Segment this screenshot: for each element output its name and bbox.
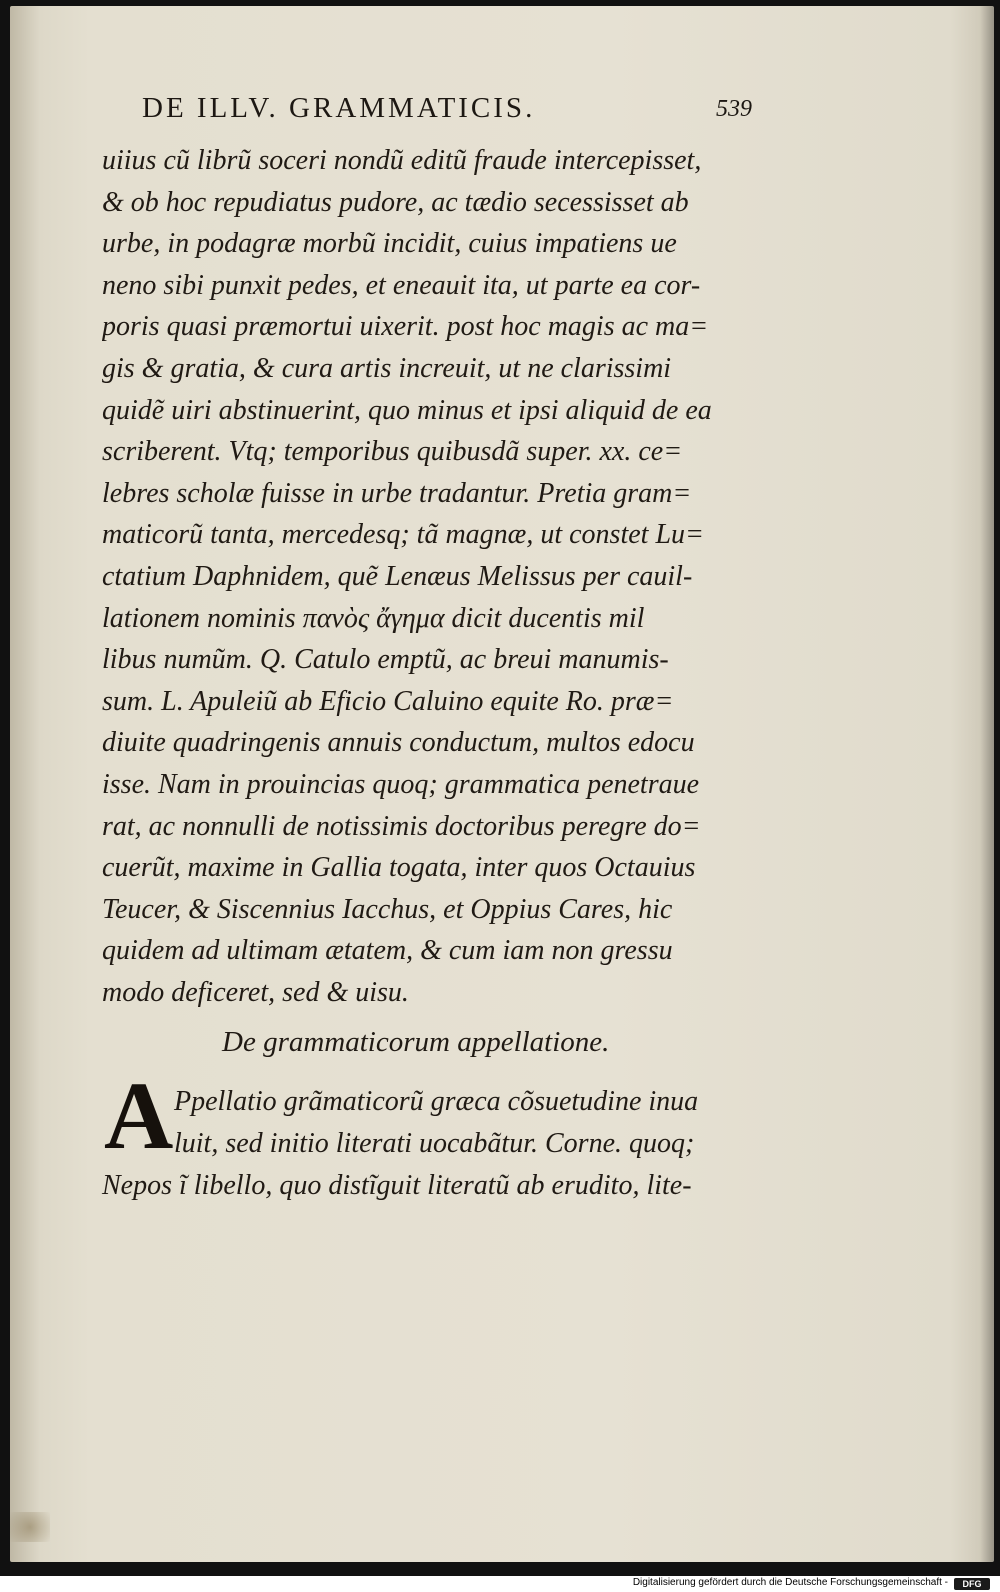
section-paragraph — [102, 1062, 752, 1218]
text-line: luit, sed initio literati uocabãtur. Corne. quoq; — [174, 1128, 695, 1159]
drop-cap-initial: A — [104, 1062, 174, 1169]
text-line: maticorũ tanta, mercedesq; tã magnæ, ut constet Lu= — [102, 519, 704, 551]
page-stain — [10, 1512, 50, 1542]
text-line: diuite quadringenis annuis conductum, multos edocu — [102, 727, 695, 759]
text-line: neno sibi punxit pedes, et eneauit ita, ut parte ea cor- — [102, 269, 701, 301]
text-line: isse. Nam in prouincias quoq; grammatica penetraue — [102, 768, 700, 800]
text-line: poris quasi præmortui uixerit. post hoc magis ac ma= — [102, 311, 709, 343]
text-line: quidem ad ultimam ætatem, & cum iam non gressu — [102, 935, 673, 967]
dfg-logo: DFG — [954, 1578, 990, 1590]
text-line: Teucer, & Siscennius Iacchus, et Oppius Cares, hic — [102, 893, 673, 925]
text-line: libus numũm. Q. Catulo emptũ, ac breui manumis- — [102, 644, 669, 676]
text-line: Ppellatio grãmaticorũ græca cõsuetudine inua — [174, 1086, 699, 1117]
text-line: gis & gratia, & cura artis increuit, ut ne clarissimi — [102, 352, 672, 384]
text-line: quidẽ uiri abstinuerint, quo minus et ipsi aliquid de ea — [102, 394, 712, 426]
text-line: sum. L. Apuleiũ ab Eficio Caluino equite Ro. præ= — [102, 685, 674, 717]
text-line: cuerũt, maxime in Gallia togata, inter quos Octauius — [102, 852, 696, 884]
text-line: modo deficeret, sed & uisu. — [102, 976, 409, 1008]
section-heading: De grammaticorum appellatione. — [222, 1026, 610, 1058]
funding-credit: Digitalisierung gefördert durch die Deutsche Forschungsgemeinschaft - — [632, 1577, 948, 1588]
text-line: urbe, in podagræ morbũ incidit, cuius impatiens ue — [102, 228, 677, 260]
text-line: Nepos ĩ libello, quo distĩguit literatũ ab erudito, lite- — [102, 1170, 692, 1201]
text-line: rat, ac nonnulli de notissimis doctoribus peregre do= — [102, 810, 701, 842]
running-head-title: DE ILLV. GRAMMATICIS. — [142, 92, 536, 124]
text-line: & ob hoc repudiatus pudore, ac tædio secessisset ab — [102, 186, 689, 218]
text-line: ctatium Daphnidem, quẽ Lenæus Melissus per cauil- — [102, 560, 693, 592]
page-number: 539 — [716, 96, 752, 122]
text-line: lebres scholæ fuisse in urbe tradantur. Pretia gram= — [102, 477, 692, 509]
digitization-footer — [0, 1576, 1000, 1592]
running-head — [142, 92, 752, 132]
text-line: lationem nominis πανὸς ἄγημα dicit ducentis mil — [102, 602, 645, 634]
body-text — [102, 140, 752, 1013]
book-page — [10, 6, 994, 1562]
text-line: scriberent. Vtq; temporibus quibusdã super. xx. ce= — [102, 436, 683, 468]
text-line: uiius cũ librũ soceri nondũ editũ fraude intercepisset, — [102, 145, 702, 176]
page-edge-shadow — [980, 6, 994, 1562]
